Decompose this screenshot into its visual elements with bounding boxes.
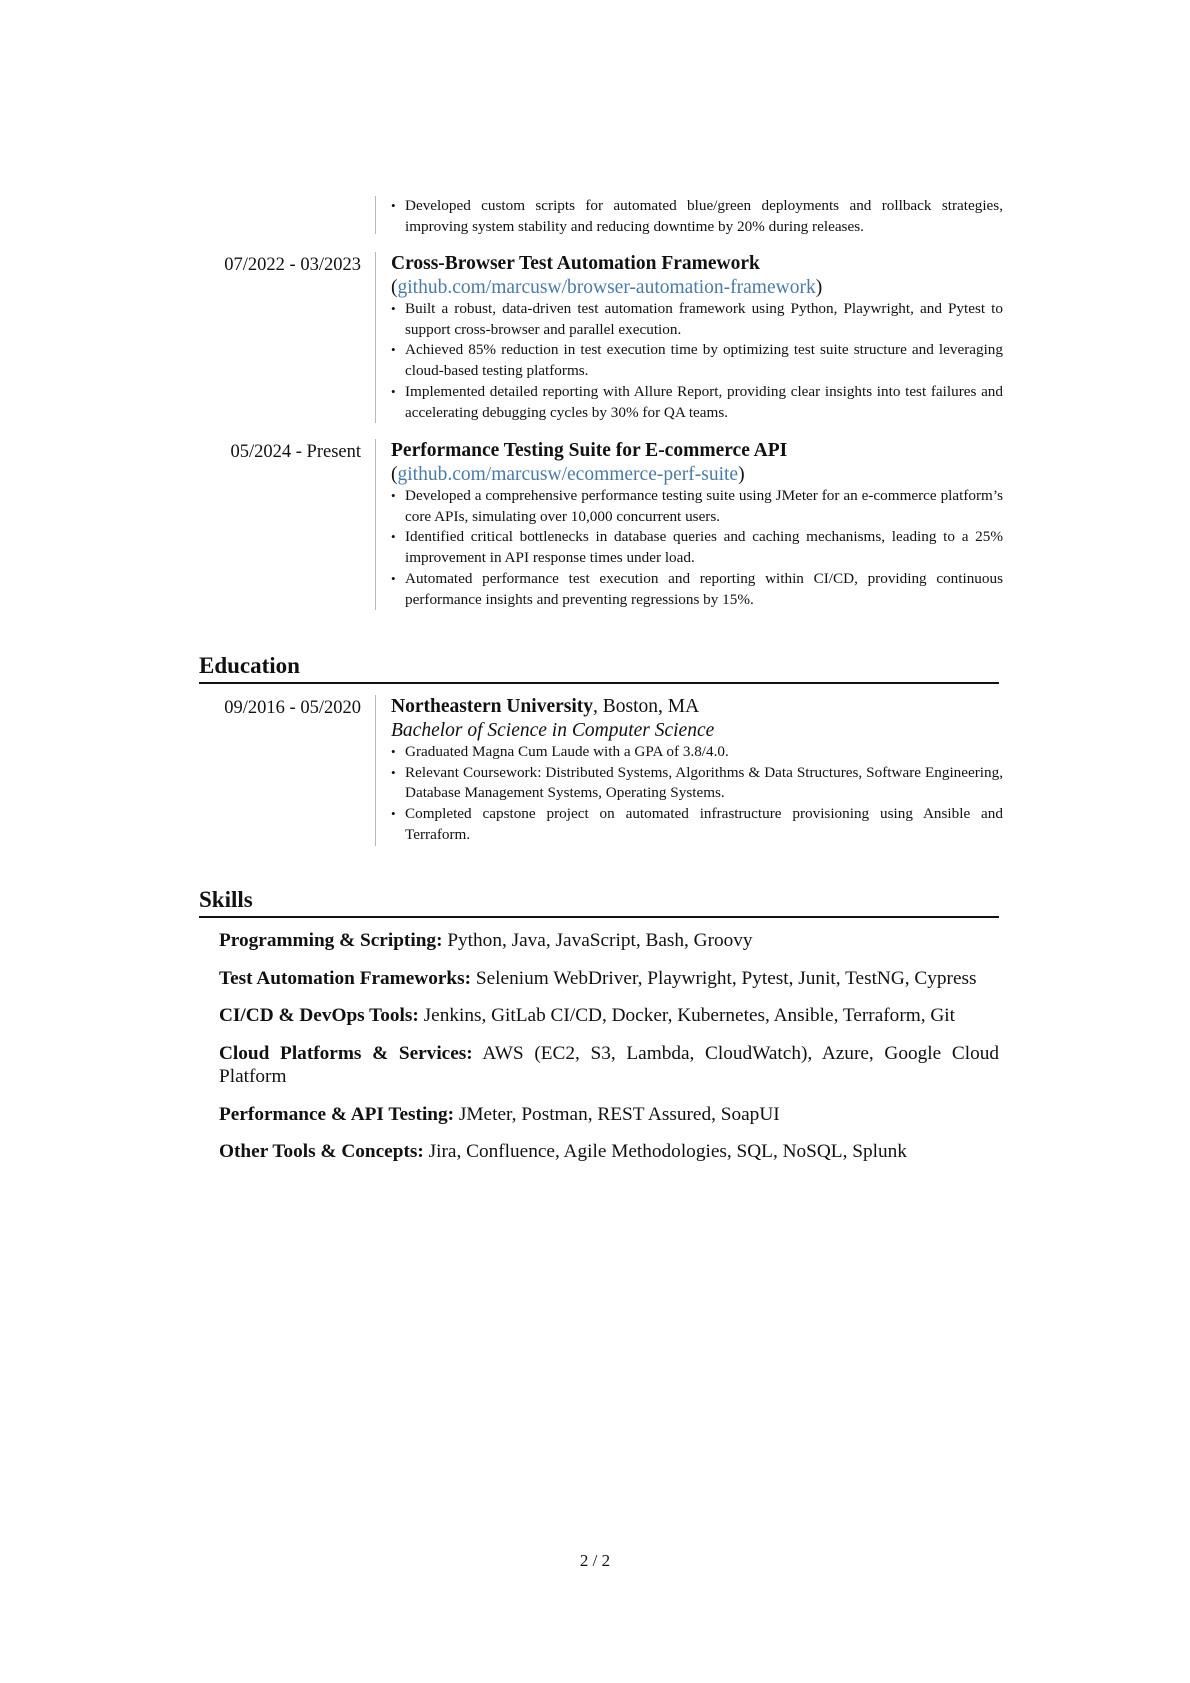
skills-list (199, 929, 999, 1178)
skill-label: Cloud Platforms & Services: (219, 1042, 473, 1064)
bullet-item: • Completed capstone project on automated infrastructure provisioning using Ansible and Terraform. (391, 804, 1003, 845)
project-link[interactable]: github.com/marcusw/browser-automation-framework (397, 276, 816, 298)
school-line (391, 695, 1003, 719)
skill-value: Jira, Confluence, Agile Methodologies, SQL, NoSQL, Splunk (423, 1141, 907, 1162)
skill-row (219, 1004, 999, 1028)
bullet-list (391, 299, 1003, 423)
project-title: Cross-Browser Test Automation Framework (github.com/marcusw/browser-automation-framework) (391, 253, 823, 298)
skill-label: Other Tools & Concepts: (219, 1141, 424, 1162)
entry-body (375, 252, 1003, 423)
bullet-list (391, 196, 1003, 237)
experience-continuation (199, 196, 1003, 235)
skill-label: CI/CD & DevOps Tools: (219, 1005, 419, 1026)
skill-label: Test Automation Frameworks: (219, 967, 472, 989)
bullet-item: • Graduated Magna Cum Laude with a GPA of 3.8/4.0. (391, 742, 1003, 763)
school-name: Northeastern University (391, 696, 593, 717)
skill-value: Jenkins, GitLab CI/CD, Docker, Kubernetes, Ansible, Terraform, Git (418, 1005, 956, 1026)
bullet-item: • Automated performance test execution and reporting within CI/CD, providing continuous performance insights and preventing regressions by 15%. (391, 569, 1003, 610)
entry-body (375, 695, 1003, 846)
education-entry (199, 695, 1003, 846)
bullet-list (391, 486, 1003, 610)
project-entry (199, 439, 1003, 610)
bullet-item: • Achieved 85% reduction in test execution time by optimizing test suite structure and leveraging cloud-based testing platforms. (391, 340, 1003, 381)
school-location: , Boston, MA (593, 696, 700, 717)
entry-date: 09/2016 - 05/2020 (224, 698, 361, 718)
degree: Bachelor of Science in Computer Science (391, 719, 715, 741)
bullet-item: • Identified critical bottlenecks in database queries and caching mechanisms, leading to a 25% improvement in API response times under load. (391, 527, 1003, 568)
entry-body (375, 439, 1003, 610)
bullet-list (391, 742, 1003, 846)
bullet-item: • Built a robust, data-driven test automation framework using Python, Playwright, and Pytest to support cross-browser and parallel execution. (391, 299, 1003, 340)
section-title-education: Education (199, 652, 999, 684)
project-name: Performance Testing Suite for E-commerce API (391, 440, 788, 461)
skill-row (219, 1140, 999, 1164)
bullet-item: • Developed a comprehensive performance testing suite using JMeter for an e-commerce platform’s core APIs, simulating over 10,000 concurrent users. (391, 486, 1003, 527)
entry-date (199, 196, 375, 234)
entry-date: 07/2022 - 03/2023 (224, 255, 361, 275)
project-entry (199, 252, 1003, 423)
bullet-item: • Relevant Coursework: Distributed Systems, Algorithms & Data Structures, Software Engineering, Database Management Systems, Operating Systems. (391, 763, 1003, 804)
entry-date: 05/2024 - Present (230, 442, 361, 462)
page-number: 2 / 2 (579, 1551, 611, 1570)
section-title-skills: Skills (199, 886, 999, 918)
skill-value: Selenium WebDriver, Playwright, Pytest, Junit, TestNG, Cypress (471, 967, 977, 989)
skill-value: Python, Java, JavaScript, Bash, Groovy (442, 930, 753, 951)
skill-value: AWS (EC2, S3, Lambda, CloudWatch), Azure, Google Cloud Platform (219, 1042, 1000, 1087)
project-name: Cross-Browser Test Automation Framework (391, 253, 760, 274)
project-link[interactable]: github.com/marcusw/ecommerce-perf-suite (397, 463, 739, 485)
skill-value: JMeter, Postman, REST Assured, SoapUI (454, 1103, 780, 1125)
skill-label: Programming & Scripting: (219, 930, 443, 951)
entry-body (375, 196, 1003, 234)
skill-row (219, 1042, 999, 1089)
bullet-item: • Implemented detailed reporting with Allure Report, providing clear insights into test failures and accelerating debugging cycles by 30% for QA teams. (391, 382, 1003, 423)
skill-row (219, 929, 999, 953)
skill-row (219, 1103, 999, 1127)
bullet-item: • Developed custom scripts for automated blue/green deployments and rollback strategies, improving system stability and reducing downtime by 20% during releases. (391, 196, 1003, 237)
skill-label: Performance & API Testing: (219, 1103, 455, 1125)
skill-row (219, 967, 999, 991)
project-title: Performance Testing Suite for E-commerce API (github.com/marcusw/ecommerce-perf-suite) (391, 440, 788, 485)
